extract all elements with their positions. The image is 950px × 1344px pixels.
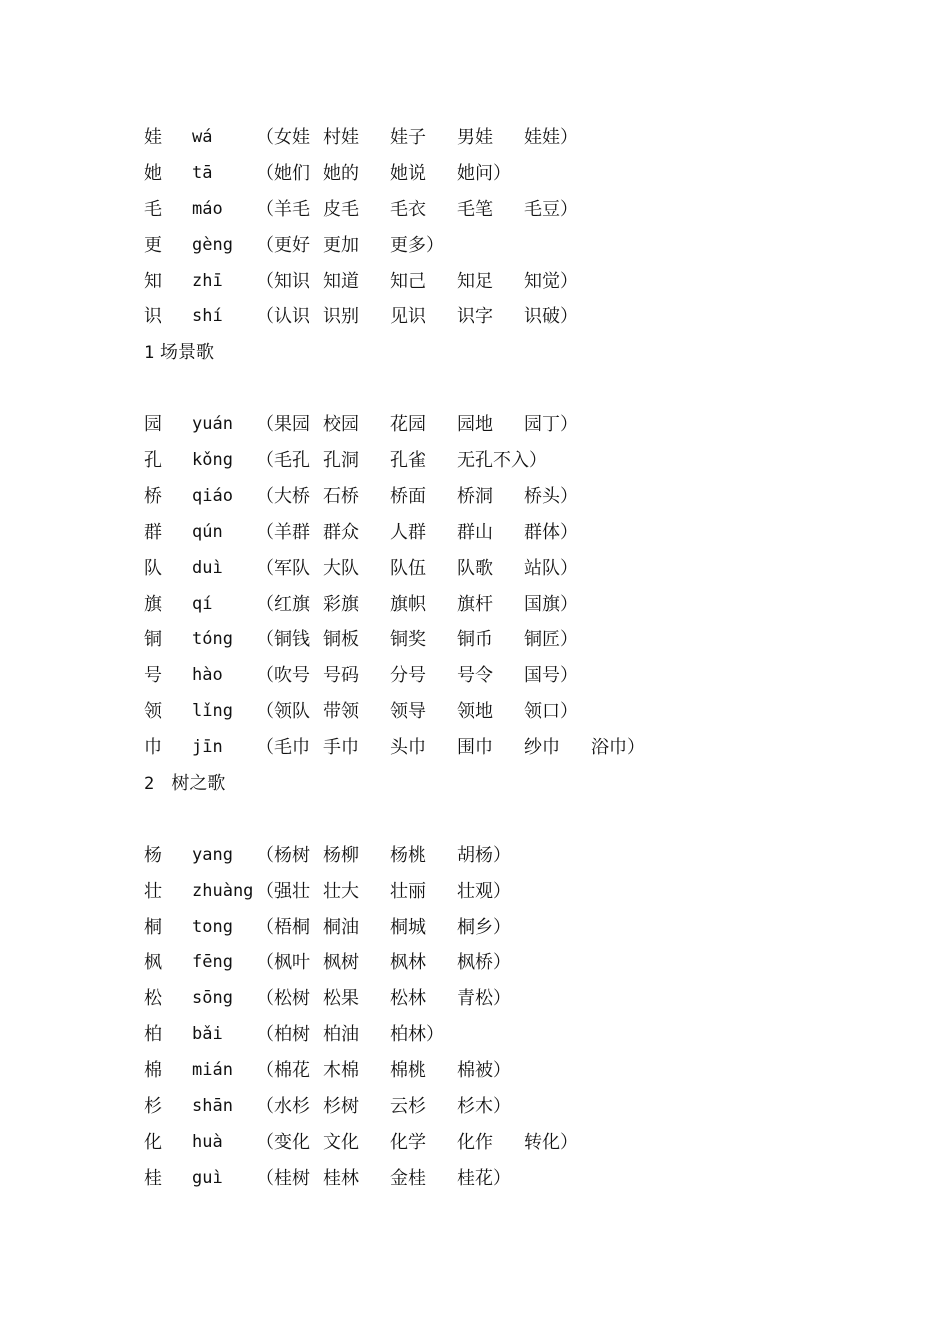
vocab-row	[144, 910, 904, 946]
entry-character: 识	[144, 306, 162, 328]
entry-character: 毛	[144, 198, 162, 220]
entry-pinyin: huà	[192, 1131, 223, 1152]
word-item: 壮丽	[390, 880, 426, 902]
entry-words	[256, 1125, 578, 1161]
vocab-row	[144, 120, 904, 156]
entry-character: 队	[144, 557, 162, 579]
word-item: （变化	[256, 1131, 310, 1153]
entry-words	[256, 910, 511, 946]
entry-words	[256, 479, 578, 515]
word-item: 人群	[390, 521, 426, 543]
word-item: 国旗）	[524, 593, 578, 615]
word-item: 手巾	[323, 737, 359, 759]
word-item: 金桂	[390, 1167, 426, 1189]
vocab-row	[144, 1017, 904, 1053]
section-title: 树之歌	[171, 773, 226, 795]
entry-pinyin: shān	[192, 1096, 233, 1117]
entry-words	[256, 551, 578, 587]
word-item: 铜币	[457, 629, 493, 651]
word-item: 柏油	[323, 1024, 359, 1046]
entry-pinyin: zhī	[192, 270, 223, 291]
entry-pinyin: gèng	[192, 234, 233, 255]
word-item: 识别	[323, 306, 359, 328]
vocab-row	[144, 1053, 904, 1089]
word-item: 彩旗	[323, 593, 359, 615]
section-title: 场景歌	[159, 342, 214, 364]
word-item: 毛豆）	[524, 198, 578, 220]
entry-character: 桐	[144, 916, 162, 938]
word-item: 木棉	[323, 1060, 359, 1082]
word-item: （松树	[256, 988, 310, 1010]
entry-words	[256, 1089, 511, 1125]
word-item: （知识	[256, 270, 310, 292]
entry-pinyin: kǒng	[192, 450, 233, 471]
word-item: 松果	[323, 988, 359, 1010]
entry-words	[256, 587, 578, 623]
word-item: （领队	[256, 701, 310, 723]
entry-pinyin: duì	[192, 557, 223, 578]
word-item: 大队	[323, 557, 359, 579]
word-item: 枫林	[390, 952, 426, 974]
word-item: 纱巾	[524, 737, 560, 759]
word-item: 杨桃	[390, 844, 426, 866]
word-item: 识字	[457, 306, 493, 328]
word-item: 铜匠）	[524, 629, 578, 651]
entry-pinyin: wá	[192, 127, 213, 147]
word-item: 棉桃	[390, 1060, 426, 1082]
entry-character: 领	[144, 701, 162, 723]
word-item: 领地	[457, 701, 493, 723]
word-item: 毛笔	[457, 198, 493, 220]
word-item: 她的	[323, 162, 359, 184]
entry-character: 铜	[144, 629, 162, 651]
vocab-row	[144, 299, 904, 335]
vocab-row	[144, 874, 904, 910]
word-item: 更加	[323, 234, 359, 256]
entry-character: 枫	[144, 952, 162, 974]
word-item: 领导	[390, 701, 426, 723]
vocab-row	[144, 264, 904, 300]
entry-words	[256, 120, 578, 156]
word-item: （大桥	[256, 485, 310, 507]
word-item: （羊毛	[256, 198, 310, 220]
entry-words	[256, 1161, 511, 1197]
word-item: 桥面	[390, 485, 426, 507]
vocab-row	[144, 551, 904, 587]
vocab-row	[144, 622, 904, 658]
entry-character: 壮	[144, 880, 162, 902]
word-item: 铜奖	[390, 629, 426, 651]
entry-words	[256, 192, 578, 228]
word-item: 化作	[457, 1131, 493, 1153]
entry-words	[256, 838, 511, 874]
entry-pinyin: yang	[192, 844, 233, 865]
word-item: （毛孔	[256, 450, 310, 472]
word-item: 知道	[323, 270, 359, 292]
vocab-section	[144, 120, 904, 335]
word-item: 她说	[390, 162, 426, 184]
entry-words	[256, 264, 578, 300]
word-item: 浴巾）	[591, 737, 645, 759]
word-item: 群体）	[524, 521, 578, 543]
entry-pinyin: zhuàng	[192, 880, 254, 901]
entry-pinyin: fēng	[192, 952, 233, 973]
word-item: 围巾	[457, 737, 493, 759]
entry-character: 娃	[144, 127, 162, 148]
word-item: （桂树	[256, 1167, 310, 1189]
word-item: 更多）	[390, 234, 444, 256]
word-item: 领口）	[524, 701, 578, 723]
word-item: 石桥	[323, 485, 359, 507]
word-item: 无孔不入）	[457, 450, 547, 472]
entry-words	[256, 515, 578, 551]
word-item: 旗杆	[457, 593, 493, 615]
word-item: （更好	[256, 234, 310, 256]
word-item: （棉花	[256, 1060, 310, 1082]
entry-words	[256, 299, 578, 335]
word-item: 知己	[390, 270, 426, 292]
entry-words	[256, 1053, 511, 1089]
word-item: 旗帜	[390, 593, 426, 615]
word-item: 娃娃）	[524, 127, 578, 148]
word-item: （梧桐	[256, 916, 310, 938]
word-item: （红旗	[256, 593, 310, 615]
word-item: 号令	[457, 665, 493, 687]
entry-character: 松	[144, 988, 162, 1010]
word-item: 杨柳	[323, 844, 359, 866]
entry-pinyin: lǐng	[192, 701, 233, 722]
entry-words	[256, 874, 511, 910]
word-item: 青松）	[457, 988, 511, 1010]
entry-pinyin: sōng	[192, 988, 233, 1009]
entry-pinyin: qiáo	[192, 485, 233, 506]
word-item: 胡杨）	[457, 844, 511, 866]
vocab-row	[144, 587, 904, 623]
entry-pinyin: qún	[192, 521, 223, 542]
word-item: （强壮	[256, 880, 310, 902]
vocab-row	[144, 443, 904, 479]
entry-character: 更	[144, 234, 162, 256]
word-item: 杉树	[323, 1096, 359, 1118]
word-item: 国号）	[524, 665, 578, 687]
entry-pinyin: tā	[192, 162, 213, 183]
entry-words	[256, 981, 511, 1017]
entry-pinyin: mián	[192, 1060, 233, 1081]
word-item: 校园	[323, 414, 359, 436]
word-item: 识破）	[524, 306, 578, 328]
entry-character: 巾	[144, 737, 162, 759]
entry-pinyin: máo	[192, 198, 223, 219]
word-item: 桐乡）	[457, 916, 511, 938]
word-item: 铜板	[323, 629, 359, 651]
entry-words	[256, 622, 578, 658]
word-item: 号码	[323, 665, 359, 687]
word-item: 桂林	[323, 1167, 359, 1189]
entry-character: 桥	[144, 485, 162, 507]
word-item: 头巾	[390, 737, 426, 759]
word-item: （杨树	[256, 844, 310, 866]
entry-character: 园	[144, 414, 162, 436]
word-item: （果园	[256, 414, 310, 436]
word-item: 群山	[457, 521, 493, 543]
entry-character: 旗	[144, 593, 162, 615]
entry-pinyin: yuán	[192, 414, 233, 435]
word-item: 娃子	[390, 127, 426, 148]
entry-words	[256, 443, 547, 479]
entry-pinyin: guì	[192, 1167, 223, 1188]
vocab-section	[144, 335, 904, 766]
word-item: 孔雀	[390, 450, 426, 472]
word-item: 她问）	[457, 162, 511, 184]
entry-words	[256, 1017, 444, 1053]
word-item: （铜钱	[256, 629, 310, 651]
entry-character: 知	[144, 270, 162, 292]
word-item: 见识	[390, 306, 426, 328]
word-item: 队伍	[390, 557, 426, 579]
word-item: 桐油	[323, 916, 359, 938]
vocab-row	[144, 694, 904, 730]
word-item: （军队	[256, 557, 310, 579]
entry-character: 化	[144, 1131, 162, 1153]
word-item: 村娃	[323, 127, 359, 148]
entry-pinyin: tóng	[192, 629, 233, 650]
entry-pinyin: qí	[192, 593, 213, 614]
word-item: （认识	[256, 306, 310, 328]
word-item: 松林	[390, 988, 426, 1010]
word-item: （女娃	[256, 127, 310, 148]
word-item: 柏林）	[390, 1024, 444, 1046]
word-item: 带领	[323, 701, 359, 723]
vocab-row	[144, 658, 904, 694]
word-item: （毛巾	[256, 737, 310, 759]
vocab-row	[144, 479, 904, 515]
section-number: 2	[144, 774, 155, 795]
vocab-row	[144, 1125, 904, 1161]
entry-pinyin: bǎi	[192, 1024, 223, 1045]
entry-words	[256, 156, 511, 192]
section-number: 1	[144, 343, 155, 364]
vocab-row	[144, 945, 904, 981]
vocab-section	[144, 766, 904, 1197]
word-item: 孔洞	[323, 450, 359, 472]
vocab-row	[144, 515, 904, 551]
entry-character: 号	[144, 665, 162, 687]
entry-words	[256, 945, 511, 981]
vocab-row	[144, 838, 904, 874]
word-item: （枫叶	[256, 952, 310, 974]
entry-words	[256, 407, 578, 443]
word-item: 队歌	[457, 557, 493, 579]
entry-words	[256, 730, 645, 766]
entry-character: 群	[144, 521, 162, 543]
entry-pinyin: tong	[192, 916, 233, 937]
vocab-row	[144, 407, 904, 443]
word-item: 园丁）	[524, 414, 578, 436]
vocab-row	[144, 228, 904, 264]
entry-pinyin: jīn	[192, 737, 223, 758]
word-item: 男娃	[457, 127, 493, 148]
vocab-row	[144, 730, 904, 766]
word-item: （柏树	[256, 1024, 310, 1046]
word-item: 文化	[323, 1131, 359, 1153]
word-item: （她们	[256, 162, 310, 184]
blank-line	[144, 802, 904, 838]
word-item: 棉被）	[457, 1060, 511, 1082]
vocab-row	[144, 1161, 904, 1197]
entry-character: 桂	[144, 1167, 162, 1189]
word-item: 壮观）	[457, 880, 511, 902]
word-item: 知足	[457, 270, 493, 292]
word-item: 转化）	[524, 1131, 578, 1153]
word-item: 壮大	[323, 880, 359, 902]
word-item: 皮毛	[323, 198, 359, 220]
entry-words	[256, 658, 578, 694]
word-item: 桂花）	[457, 1167, 511, 1189]
entry-character: 她	[144, 162, 162, 184]
word-item: 云杉	[390, 1096, 426, 1118]
entry-character: 柏	[144, 1024, 162, 1046]
word-item: 群众	[323, 521, 359, 543]
entry-pinyin: hào	[192, 665, 223, 686]
word-item: 知觉）	[524, 270, 578, 292]
word-item: 毛衣	[390, 198, 426, 220]
word-item: 杉木）	[457, 1096, 511, 1118]
vocab-row	[144, 192, 904, 228]
entry-words	[256, 228, 444, 264]
word-item: 站队）	[524, 557, 578, 579]
word-item: 桥头）	[524, 485, 578, 507]
entry-character: 杨	[144, 844, 162, 866]
entry-character: 杉	[144, 1096, 162, 1118]
blank-line	[144, 371, 904, 407]
word-item: 桐城	[390, 916, 426, 938]
word-item: （羊群	[256, 521, 310, 543]
word-item: 分号	[390, 665, 426, 687]
section-heading	[144, 335, 904, 371]
vocabulary-document	[144, 120, 904, 1197]
word-item: 花园	[390, 414, 426, 436]
word-item: 园地	[457, 414, 493, 436]
section-heading	[144, 766, 904, 802]
entry-character: 棉	[144, 1060, 162, 1082]
word-item: （水杉	[256, 1096, 310, 1118]
word-item: 化学	[390, 1131, 426, 1153]
word-item: 枫桥）	[457, 952, 511, 974]
entry-pinyin: shí	[192, 306, 223, 327]
entry-words	[256, 694, 578, 730]
word-item: （吹号	[256, 665, 310, 687]
word-item: 桥洞	[457, 485, 493, 507]
entry-character: 孔	[144, 450, 162, 472]
word-item: 枫树	[323, 952, 359, 974]
vocab-row	[144, 1089, 904, 1125]
vocab-row	[144, 981, 904, 1017]
vocab-row	[144, 156, 904, 192]
